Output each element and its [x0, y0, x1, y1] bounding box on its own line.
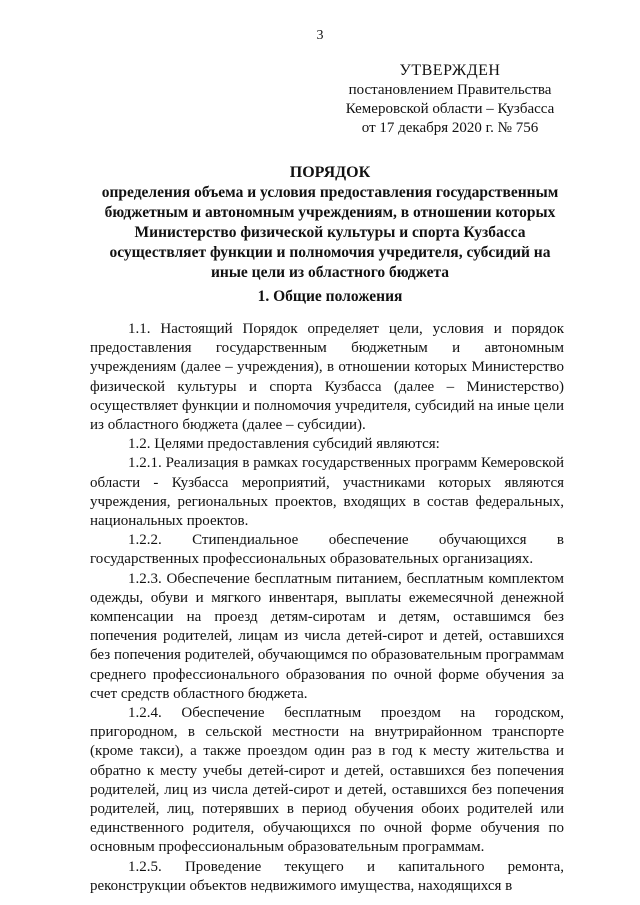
paragraph-1-1: 1.1. Настоящий Порядок определяет цели, условия и порядок предоставления государственным бюджетным и автономным учреждениям (далее – учреждения), в отношении которых Министерство физической культуры и спорта Кузбасса (далее – Министерство) осуществляет функции и полномочия учредителя, субсидий на иные цели из областного бюджета (далее – субсидии). — [90, 321, 564, 434]
document-title — [90, 163, 570, 283]
approval-heading: УТВЕРЖДЕН — [399, 62, 501, 79]
approval-line-1: постановлением Правительства — [348, 82, 552, 98]
approval-line-2: Кемеровской области – Кузбасса — [345, 101, 555, 117]
document-title-heading: ПОРЯДОК — [289, 164, 371, 181]
document-body — [90, 320, 564, 896]
approval-block — [320, 62, 580, 138]
section-heading: 1. Общие положения — [257, 288, 403, 305]
paragraph-1-2-2: 1.2.2. Стипендиальное обеспечение обучающихся в государственных профессиональных образовательных организациях. — [90, 532, 564, 568]
approval-line-3: от 17 декабря 2020 г. № 756 — [361, 120, 539, 136]
paragraph-1-2-5: 1.2.5. Проведение текущего и капитального ремонта, реконструкции объектов недвижимого имущества, находящихся в — [90, 858, 564, 894]
paragraph-1-2-4: 1.2.4. Обеспечение бесплатным проездом на городском, пригородном, в сельской местности на внутрирайонном транспорте (кроме такси), а также проездом один раз в год к месту жительства и обратно к месту учебы детей-сирот и детей, оставшихся без попечения родителей, лиц из числа детей-сирот и детей, оставшихся без попечения родителей, лиц, потерявших в период обучения обоих родителей или единственного родителя, обучающихся по очной форме обучения по основным профессиональным образовательным программам. — [90, 705, 564, 856]
paragraph-1-2-1: 1.2.1. Реализация в рамках государственных программ Кемеровской области - Кузбасса мероприятий, участниками которых являются учреждения, региональных проектов, входящих в состав федеральных, национальных проектов. — [90, 455, 564, 530]
document-title-subtitle: определения объема и условия предоставления государственным бюджетным и автономным учреждениям, в отношении которых Министерство физической культуры и спорта Кузбасса осуществляет функции и полномочия учредителя, субсидий на иные цели из областного бюджета — [101, 184, 559, 281]
paragraph-1-2-3: 1.2.3. Обеспечение бесплатным питанием, бесплатным комплектом одежды, обуви и мягкого инвентаря, выплаты ежемесячной денежной компенсации на проезд детям-сиротам и детям, оставшимся без попечения родителей, лицам из числа детей-сирот и детей, оставшихся без попечения родителей, обучающимся по образовательным программам среднего профессионального образования по очной форме обучения за счет средств областного бюджета. — [90, 570, 564, 702]
paragraph-1-2: 1.2. Целями предоставления субсидий являются: — [128, 436, 440, 453]
page-number: 3 — [316, 28, 324, 43]
